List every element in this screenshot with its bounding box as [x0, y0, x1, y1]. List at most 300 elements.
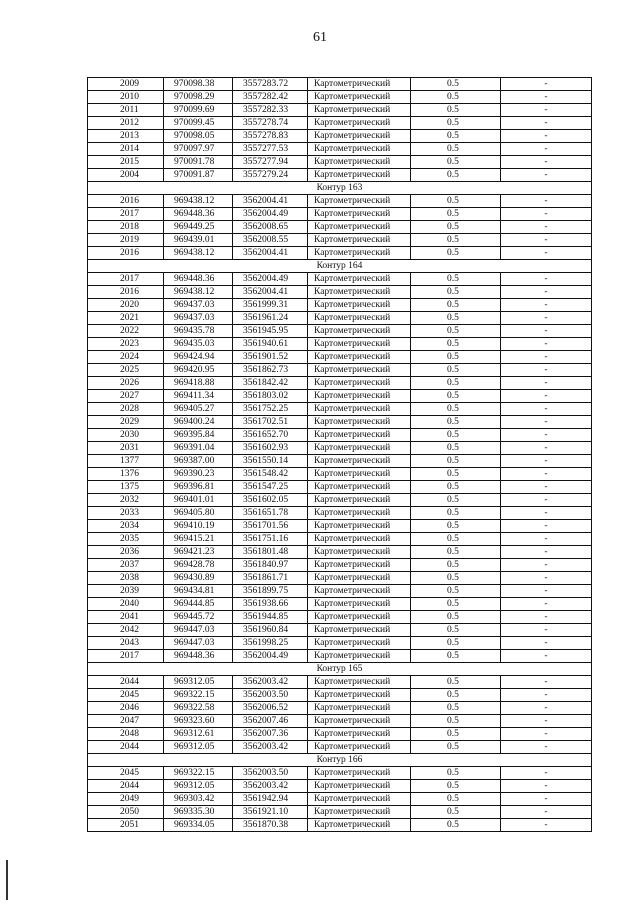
table-row	[88, 611, 592, 624]
table-row	[88, 676, 592, 689]
accuracy-cell: 0.5	[411, 780, 501, 793]
note-cell: -	[501, 676, 592, 689]
method-cell: Картометрический	[308, 117, 411, 130]
note-cell: -	[501, 351, 592, 364]
accuracy-cell: 0.5	[411, 325, 501, 338]
point-number-cell: 1375	[88, 481, 164, 494]
table-row	[88, 481, 592, 494]
y-coordinate-cell: 3561652.70	[233, 429, 308, 442]
point-number-cell: 2016	[88, 286, 164, 299]
y-coordinate-cell: 3562008.55	[233, 234, 308, 247]
method-cell: Картометрический	[308, 104, 411, 117]
x-coordinate-cell: 969323.60	[164, 715, 233, 728]
y-coordinate-cell: 3562007.46	[233, 715, 308, 728]
point-number-cell: 2022	[88, 325, 164, 338]
note-cell: -	[501, 234, 592, 247]
x-coordinate-cell: 969396.81	[164, 481, 233, 494]
y-coordinate-cell: 3562004.41	[233, 247, 308, 260]
point-number-cell: 2044	[88, 780, 164, 793]
y-coordinate-cell: 3561861.71	[233, 572, 308, 585]
note-cell: -	[501, 650, 592, 663]
table-row	[88, 689, 592, 702]
point-number-cell: 2034	[88, 520, 164, 533]
x-coordinate-cell: 969411.34	[164, 390, 233, 403]
note-cell: -	[501, 208, 592, 221]
x-coordinate-cell: 969448.36	[164, 650, 233, 663]
table-row	[88, 338, 592, 351]
x-coordinate-cell: 969391.04	[164, 442, 233, 455]
section-header-row	[88, 754, 592, 767]
point-number-cell: 2040	[88, 598, 164, 611]
point-number-cell: 2028	[88, 403, 164, 416]
x-coordinate-cell: 969430.89	[164, 572, 233, 585]
method-cell: Картометрический	[308, 741, 411, 754]
y-coordinate-cell: 3561960.84	[233, 624, 308, 637]
table-row	[88, 442, 592, 455]
accuracy-cell: 0.5	[411, 390, 501, 403]
y-coordinate-cell: 3562004.41	[233, 195, 308, 208]
note-cell: -	[501, 546, 592, 559]
note-cell: -	[501, 819, 592, 832]
x-coordinate-cell: 969448.36	[164, 273, 233, 286]
method-cell: Картометрический	[308, 546, 411, 559]
x-coordinate-cell: 969438.12	[164, 247, 233, 260]
point-number-cell: 2012	[88, 117, 164, 130]
note-cell: -	[501, 572, 592, 585]
note-cell: -	[501, 533, 592, 546]
x-coordinate-cell: 969420.95	[164, 364, 233, 377]
section-header-row	[88, 663, 592, 676]
note-cell: -	[501, 104, 592, 117]
section-header-row	[88, 182, 592, 195]
accuracy-cell: 0.5	[411, 169, 501, 182]
table-row	[88, 273, 592, 286]
accuracy-cell: 0.5	[411, 143, 501, 156]
table-row	[88, 624, 592, 637]
point-number-cell: 2045	[88, 689, 164, 702]
method-cell: Картометрический	[308, 325, 411, 338]
x-coordinate-cell: 969445.72	[164, 611, 233, 624]
y-coordinate-cell: 3561942.94	[233, 793, 308, 806]
y-coordinate-cell: 3561999.31	[233, 299, 308, 312]
point-number-cell: 2016	[88, 195, 164, 208]
table-row	[88, 780, 592, 793]
point-number-cell: 2048	[88, 728, 164, 741]
method-cell: Картометрический	[308, 195, 411, 208]
method-cell: Картометрический	[308, 728, 411, 741]
point-number-cell: 2035	[88, 533, 164, 546]
accuracy-cell: 0.5	[411, 676, 501, 689]
note-cell: -	[501, 364, 592, 377]
accuracy-cell: 0.5	[411, 741, 501, 754]
note-cell: -	[501, 520, 592, 533]
x-coordinate-cell: 969447.03	[164, 637, 233, 650]
section-title: Контур 166	[88, 754, 592, 767]
note-cell: -	[501, 689, 592, 702]
note-cell: -	[501, 598, 592, 611]
y-coordinate-cell: 3562003.50	[233, 767, 308, 780]
note-cell: -	[501, 559, 592, 572]
y-coordinate-cell: 3561702.51	[233, 416, 308, 429]
table-row	[88, 702, 592, 715]
note-cell: -	[501, 299, 592, 312]
y-coordinate-cell: 3561899.75	[233, 585, 308, 598]
table-row	[88, 247, 592, 260]
y-coordinate-cell: 3561752.25	[233, 403, 308, 416]
accuracy-cell: 0.5	[411, 195, 501, 208]
x-coordinate-cell: 970099.69	[164, 104, 233, 117]
y-coordinate-cell: 3557277.94	[233, 156, 308, 169]
x-coordinate-cell: 970098.29	[164, 91, 233, 104]
method-cell: Картометрический	[308, 637, 411, 650]
method-cell: Картометрический	[308, 338, 411, 351]
accuracy-cell: 0.5	[411, 689, 501, 702]
x-coordinate-cell: 969410.19	[164, 520, 233, 533]
x-coordinate-cell: 969437.03	[164, 299, 233, 312]
y-coordinate-cell: 3561998.25	[233, 637, 308, 650]
accuracy-cell: 0.5	[411, 117, 501, 130]
accuracy-cell: 0.5	[411, 507, 501, 520]
method-cell: Картометрический	[308, 676, 411, 689]
point-number-cell: 2047	[88, 715, 164, 728]
table-row	[88, 468, 592, 481]
table-row	[88, 104, 592, 117]
point-number-cell: 2041	[88, 611, 164, 624]
table-row	[88, 364, 592, 377]
x-coordinate-cell: 969390.23	[164, 468, 233, 481]
accuracy-cell: 0.5	[411, 78, 501, 91]
table-row	[88, 208, 592, 221]
y-coordinate-cell: 3562003.50	[233, 689, 308, 702]
note-cell: -	[501, 169, 592, 182]
method-cell: Картометрический	[308, 559, 411, 572]
accuracy-cell: 0.5	[411, 611, 501, 624]
table-row	[88, 117, 592, 130]
note-cell: -	[501, 377, 592, 390]
note-cell: -	[501, 91, 592, 104]
note-cell: -	[501, 481, 592, 494]
y-coordinate-cell: 3561870.38	[233, 819, 308, 832]
accuracy-cell: 0.5	[411, 377, 501, 390]
y-coordinate-cell: 3557282.42	[233, 91, 308, 104]
x-coordinate-cell: 969401.01	[164, 494, 233, 507]
accuracy-cell: 0.5	[411, 156, 501, 169]
x-coordinate-cell: 969334.05	[164, 819, 233, 832]
y-coordinate-cell: 3561938.66	[233, 598, 308, 611]
x-coordinate-cell: 969438.12	[164, 195, 233, 208]
point-number-cell: 2044	[88, 741, 164, 754]
accuracy-cell: 0.5	[411, 273, 501, 286]
accuracy-cell: 0.5	[411, 455, 501, 468]
y-coordinate-cell: 3557282.33	[233, 104, 308, 117]
table-row	[88, 650, 592, 663]
x-coordinate-cell: 969405.27	[164, 403, 233, 416]
accuracy-cell: 0.5	[411, 806, 501, 819]
x-coordinate-cell: 969434.81	[164, 585, 233, 598]
point-number-cell: 2039	[88, 585, 164, 598]
accuracy-cell: 0.5	[411, 520, 501, 533]
x-coordinate-cell: 969438.12	[164, 286, 233, 299]
y-coordinate-cell: 3561803.02	[233, 390, 308, 403]
note-cell: -	[501, 741, 592, 754]
method-cell: Картометрический	[308, 130, 411, 143]
table-row	[88, 91, 592, 104]
table-row	[88, 78, 592, 91]
x-coordinate-cell: 969387.00	[164, 455, 233, 468]
method-cell: Картометрический	[308, 533, 411, 546]
accuracy-cell: 0.5	[411, 494, 501, 507]
x-coordinate-cell: 969448.36	[164, 208, 233, 221]
method-cell: Картометрический	[308, 286, 411, 299]
point-number-cell: 2045	[88, 767, 164, 780]
y-coordinate-cell: 3561862.73	[233, 364, 308, 377]
method-cell: Картометрический	[308, 611, 411, 624]
method-cell: Картометрический	[308, 299, 411, 312]
method-cell: Картометрический	[308, 793, 411, 806]
method-cell: Картометрический	[308, 234, 411, 247]
point-number-cell: 2027	[88, 390, 164, 403]
x-coordinate-cell: 969415.21	[164, 533, 233, 546]
note-cell: -	[501, 715, 592, 728]
table-row	[88, 390, 592, 403]
note-cell: -	[501, 390, 592, 403]
note-cell: -	[501, 156, 592, 169]
table-row	[88, 793, 592, 806]
method-cell: Картометрический	[308, 143, 411, 156]
accuracy-cell: 0.5	[411, 728, 501, 741]
x-coordinate-cell: 969424.94	[164, 351, 233, 364]
section-title: Контур 164	[88, 260, 592, 273]
table-row	[88, 728, 592, 741]
note-cell: -	[501, 806, 592, 819]
point-number-cell: 2004	[88, 169, 164, 182]
note-cell: -	[501, 286, 592, 299]
note-cell: -	[501, 637, 592, 650]
note-cell: -	[501, 507, 592, 520]
section-title: Контур 165	[88, 663, 592, 676]
point-number-cell: 2011	[88, 104, 164, 117]
method-cell: Картометрический	[308, 624, 411, 637]
accuracy-cell: 0.5	[411, 533, 501, 546]
table-row	[88, 546, 592, 559]
note-cell: -	[501, 403, 592, 416]
table-row	[88, 507, 592, 520]
x-coordinate-cell: 969421.23	[164, 546, 233, 559]
note-cell: -	[501, 416, 592, 429]
method-cell: Картометрический	[308, 247, 411, 260]
x-coordinate-cell: 969444.85	[164, 598, 233, 611]
accuracy-cell: 0.5	[411, 559, 501, 572]
accuracy-cell: 0.5	[411, 286, 501, 299]
y-coordinate-cell: 3562003.42	[233, 741, 308, 754]
point-number-cell: 2044	[88, 676, 164, 689]
method-cell: Картометрический	[308, 494, 411, 507]
y-coordinate-cell: 3562003.42	[233, 780, 308, 793]
method-cell: Картометрический	[308, 429, 411, 442]
method-cell: Картометрический	[308, 806, 411, 819]
table-row	[88, 494, 592, 507]
method-cell: Картометрический	[308, 208, 411, 221]
accuracy-cell: 0.5	[411, 208, 501, 221]
table-row	[88, 195, 592, 208]
table-row	[88, 806, 592, 819]
table-row	[88, 416, 592, 429]
note-cell: -	[501, 78, 592, 91]
coordinates-table	[87, 77, 592, 832]
y-coordinate-cell: 3561602.93	[233, 442, 308, 455]
y-coordinate-cell: 3557279.24	[233, 169, 308, 182]
point-number-cell: 2032	[88, 494, 164, 507]
method-cell: Картометрический	[308, 312, 411, 325]
accuracy-cell: 0.5	[411, 637, 501, 650]
y-coordinate-cell: 3561840.97	[233, 559, 308, 572]
table-row	[88, 156, 592, 169]
accuracy-cell: 0.5	[411, 468, 501, 481]
table-row	[88, 559, 592, 572]
accuracy-cell: 0.5	[411, 299, 501, 312]
table-row	[88, 585, 592, 598]
table-row	[88, 312, 592, 325]
accuracy-cell: 0.5	[411, 364, 501, 377]
accuracy-cell: 0.5	[411, 234, 501, 247]
table-row	[88, 221, 592, 234]
table-row	[88, 819, 592, 832]
method-cell: Картометрический	[308, 156, 411, 169]
point-number-cell: 2030	[88, 429, 164, 442]
method-cell: Картометрический	[308, 767, 411, 780]
y-coordinate-cell: 3562007.36	[233, 728, 308, 741]
accuracy-cell: 0.5	[411, 130, 501, 143]
accuracy-cell: 0.5	[411, 715, 501, 728]
y-coordinate-cell: 3561842.42	[233, 377, 308, 390]
note-cell: -	[501, 117, 592, 130]
method-cell: Картометрический	[308, 390, 411, 403]
point-number-cell: 2043	[88, 637, 164, 650]
method-cell: Картометрический	[308, 91, 411, 104]
y-coordinate-cell: 3557278.83	[233, 130, 308, 143]
point-number-cell: 2016	[88, 247, 164, 260]
x-coordinate-cell: 969435.78	[164, 325, 233, 338]
y-coordinate-cell: 3561801.48	[233, 546, 308, 559]
method-cell: Картометрический	[308, 455, 411, 468]
x-coordinate-cell: 970097.97	[164, 143, 233, 156]
point-number-cell: 1376	[88, 468, 164, 481]
point-number-cell: 2042	[88, 624, 164, 637]
y-coordinate-cell: 3561944.85	[233, 611, 308, 624]
note-cell: -	[501, 624, 592, 637]
note-cell: -	[501, 728, 592, 741]
point-number-cell: 2010	[88, 91, 164, 104]
table-row	[88, 429, 592, 442]
section-title: Контур 163	[88, 182, 592, 195]
x-coordinate-cell: 969437.03	[164, 312, 233, 325]
accuracy-cell: 0.5	[411, 351, 501, 364]
table-row	[88, 455, 592, 468]
note-cell: -	[501, 325, 592, 338]
point-number-cell: 2036	[88, 546, 164, 559]
accuracy-cell: 0.5	[411, 416, 501, 429]
method-cell: Картометрический	[308, 507, 411, 520]
point-number-cell: 2029	[88, 416, 164, 429]
accuracy-cell: 0.5	[411, 546, 501, 559]
y-coordinate-cell: 3561651.78	[233, 507, 308, 520]
accuracy-cell: 0.5	[411, 429, 501, 442]
x-coordinate-cell: 969312.05	[164, 676, 233, 689]
x-coordinate-cell: 970091.78	[164, 156, 233, 169]
table-row	[88, 403, 592, 416]
method-cell: Картометрический	[308, 585, 411, 598]
accuracy-cell: 0.5	[411, 91, 501, 104]
note-cell: -	[501, 793, 592, 806]
y-coordinate-cell: 3562004.49	[233, 650, 308, 663]
note-cell: -	[501, 338, 592, 351]
note-cell: -	[501, 312, 592, 325]
y-coordinate-cell: 3557283.72	[233, 78, 308, 91]
method-cell: Картометрический	[308, 598, 411, 611]
x-coordinate-cell: 970099.45	[164, 117, 233, 130]
y-coordinate-cell: 3562003.42	[233, 676, 308, 689]
accuracy-cell: 0.5	[411, 598, 501, 611]
table-row	[88, 520, 592, 533]
x-coordinate-cell: 969312.05	[164, 741, 233, 754]
accuracy-cell: 0.5	[411, 403, 501, 416]
table-row	[88, 143, 592, 156]
table-row	[88, 325, 592, 338]
x-coordinate-cell: 969312.05	[164, 780, 233, 793]
accuracy-cell: 0.5	[411, 247, 501, 260]
method-cell: Картометрический	[308, 273, 411, 286]
table-row	[88, 533, 592, 546]
table-row	[88, 572, 592, 585]
point-number-cell: 2017	[88, 273, 164, 286]
point-number-cell: 2013	[88, 130, 164, 143]
point-number-cell: 2025	[88, 364, 164, 377]
note-cell: -	[501, 442, 592, 455]
x-coordinate-cell: 969335.30	[164, 806, 233, 819]
point-number-cell: 2020	[88, 299, 164, 312]
y-coordinate-cell: 3557277.53	[233, 143, 308, 156]
method-cell: Картометрический	[308, 78, 411, 91]
y-coordinate-cell: 3561602.05	[233, 494, 308, 507]
x-coordinate-cell: 969395.84	[164, 429, 233, 442]
point-number-cell: 2038	[88, 572, 164, 585]
method-cell: Картометрический	[308, 442, 411, 455]
accuracy-cell: 0.5	[411, 702, 501, 715]
y-coordinate-cell: 3562008.65	[233, 221, 308, 234]
note-cell: -	[501, 143, 592, 156]
point-number-cell: 2017	[88, 650, 164, 663]
x-coordinate-cell: 970098.05	[164, 130, 233, 143]
table-row	[88, 351, 592, 364]
scan-edge-mark	[6, 860, 8, 900]
point-number-cell: 2021	[88, 312, 164, 325]
point-number-cell: 2023	[88, 338, 164, 351]
y-coordinate-cell: 3561961.24	[233, 312, 308, 325]
table-row	[88, 377, 592, 390]
y-coordinate-cell: 3561945.95	[233, 325, 308, 338]
y-coordinate-cell: 3562004.49	[233, 273, 308, 286]
note-cell: -	[501, 130, 592, 143]
point-number-cell: 1377	[88, 455, 164, 468]
accuracy-cell: 0.5	[411, 793, 501, 806]
y-coordinate-cell: 3562004.49	[233, 208, 308, 221]
note-cell: -	[501, 273, 592, 286]
method-cell: Картометрический	[308, 715, 411, 728]
y-coordinate-cell: 3557278.74	[233, 117, 308, 130]
x-coordinate-cell: 969428.78	[164, 559, 233, 572]
table-row	[88, 234, 592, 247]
method-cell: Картометрический	[308, 689, 411, 702]
